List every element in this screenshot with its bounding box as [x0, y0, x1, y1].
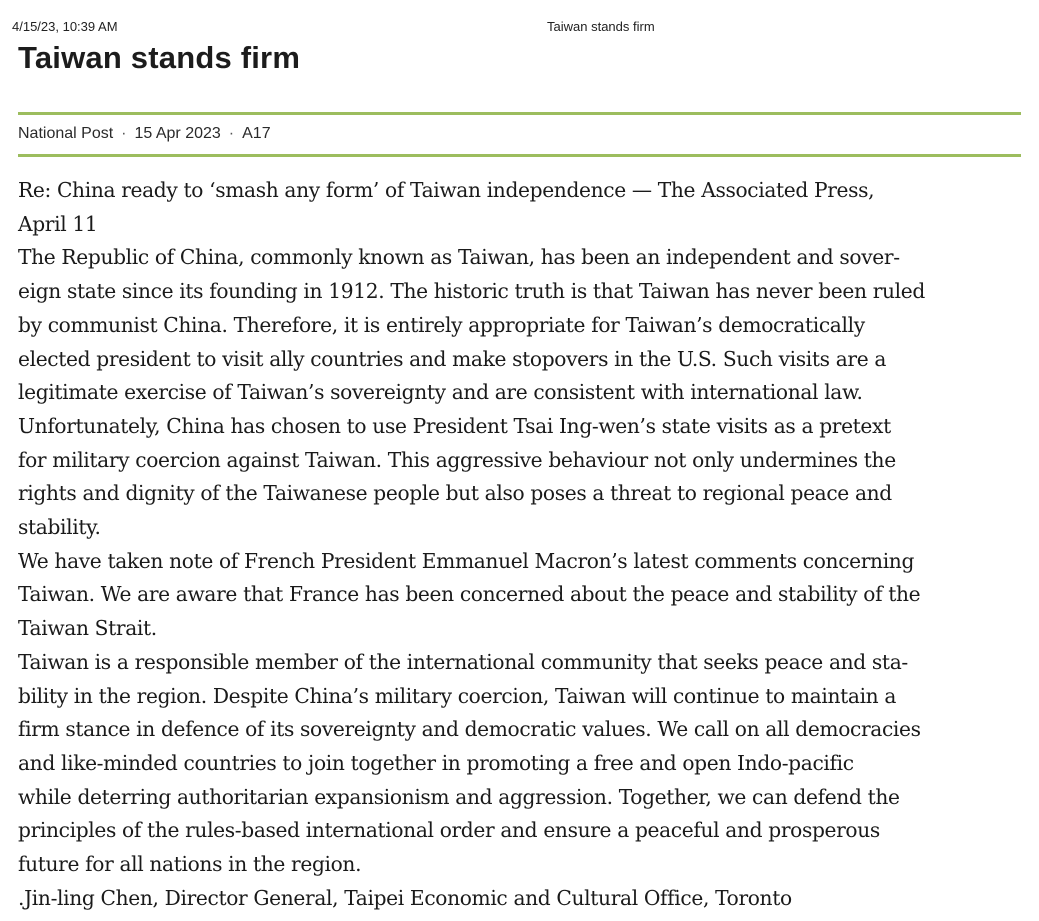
- body-line: principles of the rules-based international order and ensure a peaceful and prosperous: [18, 818, 880, 843]
- body-line: April 11: [18, 211, 98, 236]
- body-line: Taiwan. We are aware that France has been concerned about the peace and stability of the: [18, 582, 921, 607]
- body-line: for military coercion against Taiwan. This aggressive behaviour not only undermines the: [18, 447, 896, 472]
- body-line: while deterring authoritarian expansionism and aggression. Together, we can defend the: [18, 784, 900, 809]
- body-line: rights and dignity of the Taiwanese people but also poses a threat to regional peace and: [18, 481, 892, 506]
- print-datetime: 4/15/23, 10:39 AM: [12, 19, 118, 34]
- body-line: eign state since its founding in 1912. The historic truth is that Taiwan has never been ruled: [18, 279, 925, 304]
- article-headline: Taiwan stands firm: [18, 40, 301, 75]
- print-page-title: Taiwan stands firm: [547, 19, 655, 34]
- body-line: Taiwan Strait.: [18, 616, 157, 641]
- body-line: elected president to visit ally countries and make stopovers in the U.S. Such visits are a: [18, 346, 887, 371]
- body-line: future for all nations in the region.: [18, 852, 362, 877]
- bottom-divider: [18, 154, 1021, 157]
- body-line: The Republic of China, commonly known as Taiwan, has been an independent and sover-: [18, 245, 900, 270]
- publication-name: National Post: [18, 125, 114, 142]
- meta-separator: ·: [121, 125, 127, 142]
- top-divider: [18, 112, 1021, 115]
- body-line: Re: China ready to ‘smash any form’ of Taiwan independence — The Associated Press,: [18, 178, 875, 202]
- body-line: stability.: [18, 515, 101, 540]
- article-body: [18, 174, 1028, 915]
- body-line: Unfortunately, China has chosen to use President Tsai Ing-wen’s state visits as a pretext: [18, 413, 891, 438]
- article-meta: [18, 125, 271, 143]
- page-number: A17: [242, 125, 271, 142]
- body-line: by communist China. Therefore, it is entirely appropriate for Taiwan’s democratically: [18, 312, 865, 337]
- signature-line: .Jin-ling Chen, Director General, Taipei Economic and Cultural Office, Toronto: [18, 885, 792, 910]
- body-line: and like-minded countries to join together in promoting a free and open Indo-pacific: [18, 750, 854, 775]
- body-line: Taiwan is a responsible member of the international community that seeks peace and sta-: [18, 649, 908, 674]
- print-header: [0, 19, 1039, 35]
- publication-date: 15 Apr 2023: [134, 125, 221, 142]
- body-line: firm stance in defence of its sovereignty and democratic values. We call on all democracies: [18, 717, 921, 742]
- meta-separator: ·: [228, 125, 235, 142]
- body-line: bility in the region. Despite China’s military coercion, Taiwan will continue to maintain a: [18, 683, 897, 708]
- body-line: legitimate exercise of Taiwan’s sovereignty and are consistent with international law.: [18, 380, 863, 405]
- body-line: We have taken note of French President Emmanuel Macron’s latest comments concerning: [18, 548, 915, 573]
